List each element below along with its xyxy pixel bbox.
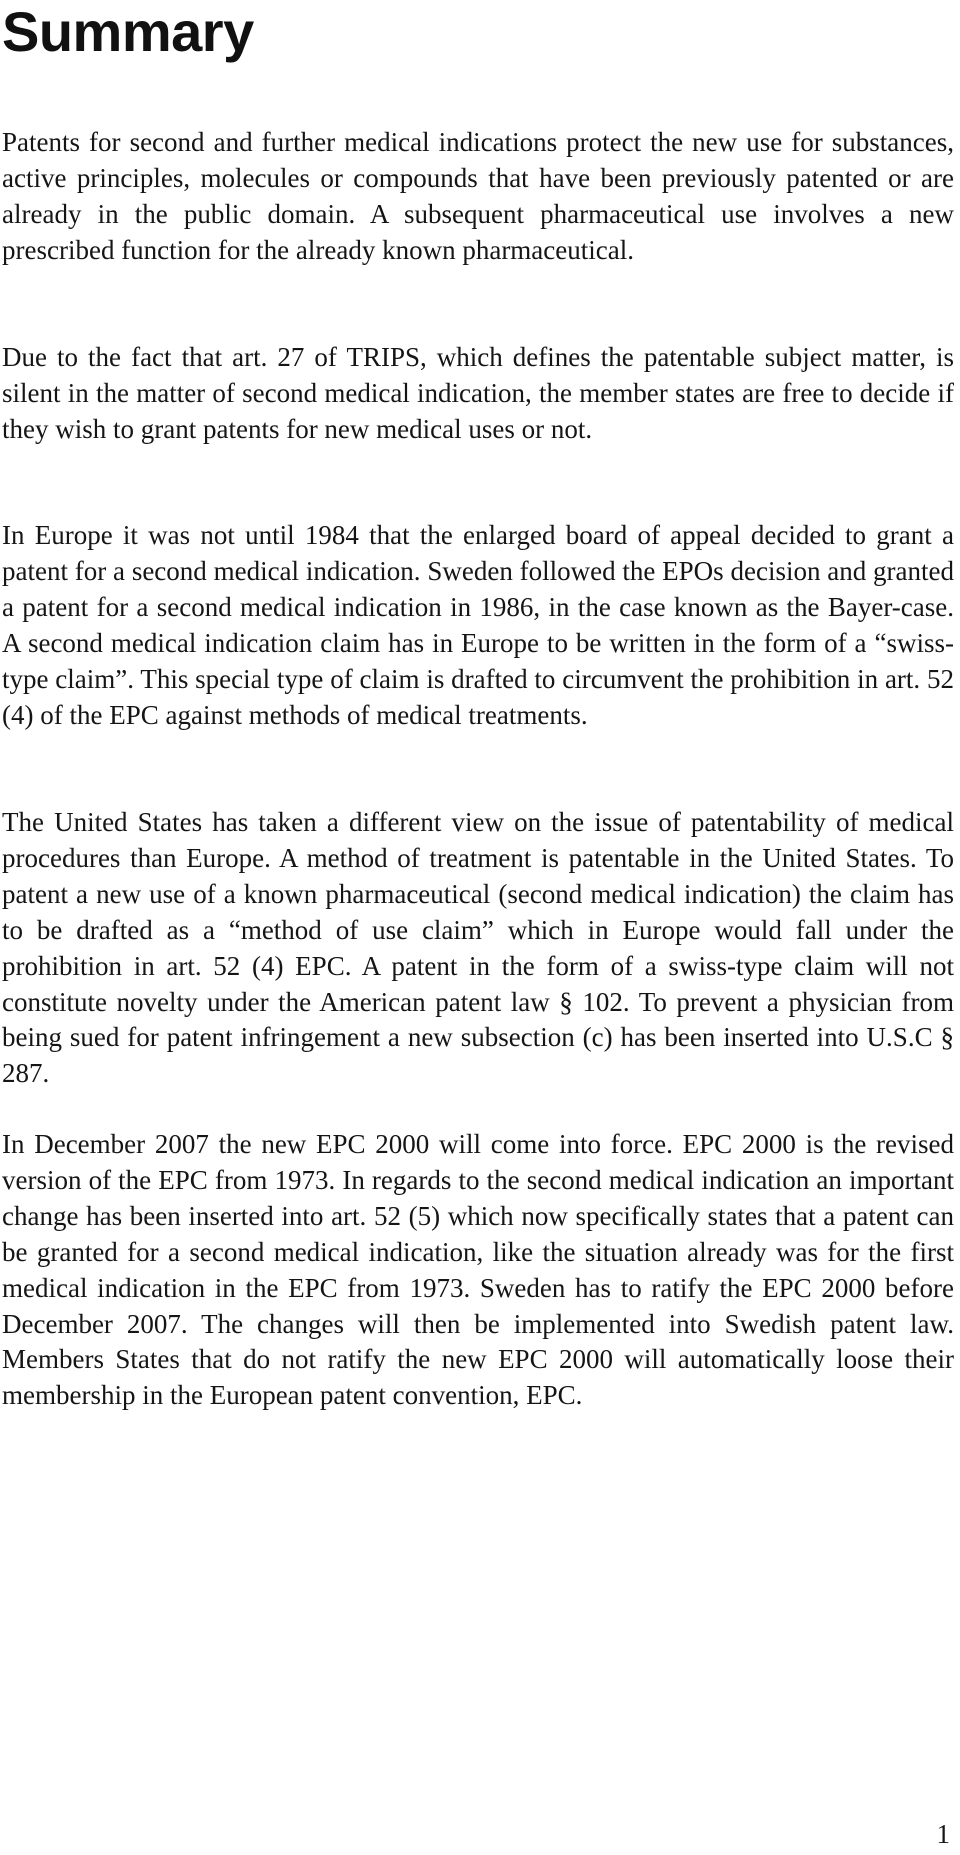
page-title: Summary bbox=[2, 0, 254, 63]
paragraph-europe: In Europe it was not until 1984 that the enlarged board of appeal decided to grant a patent for a second medical indication. Sweden followed the EPOs decision and granted a patent for a second medical indication in 1986, in the case known as the Bayer-case. A second medical indication claim has in Europe to be written in the form of a “swiss-type claim”. This special type of claim is drafted to circumvent the prohibition in art. 52 (4) of the EPC against methods of medical treatments. bbox=[2, 520, 954, 730]
paragraph-trips: Due to the fact that art. 27 of TRIPS, which defines the patentable subject matter, is silent in the matter of second medical indication, the member states are free to decide if they wish to grant patents for new medical uses or not. bbox=[2, 342, 954, 444]
paragraph-intro: Patents for second and further medical indications protect the new use for substances, active principles, molecules or compounds that have been previously patented or are already in the public domain. A subsequent pharmaceutical use involves a new prescribed function for the already known pharmaceutical. bbox=[2, 127, 954, 265]
page-number: 1 bbox=[936, 1819, 950, 1849]
paragraph-epc-2000: In December 2007 the new EPC 2000 will come into force. EPC 2000 is the revised version of the EPC from 1973. In regards to the second medical indication an important change has been inserted into art. 52 (5) which now specifically states that a patent can be granted for a second medical indication, like the situation already was for the first medical indication in the EPC from 1973. Sweden has to ratify the EPC 2000 before December 2007. The changes will then be implemented into Swedish patent law. Members States that do not ratify the new EPC 2000 will automatically loose their membership in the European patent convention, EPC. bbox=[2, 1129, 954, 1411]
paragraph-united-states: The United States has taken a different view on the issue of patentability of medical procedures than Europe. A method of treatment is patentable in the United States. To patent a new use of a known pharmaceutical (second medical indication) the claim has to be drafted as a “method of use claim” which in Europe would fall under the prohibition in art. 52 (4) EPC. A patent in the form of a swiss-type claim will not constitute novelty under the American patent law § 102. To prevent a physician from being sued for patent infringement a new subsection (c) has been inserted into U.S.C § 287. bbox=[2, 807, 954, 1089]
